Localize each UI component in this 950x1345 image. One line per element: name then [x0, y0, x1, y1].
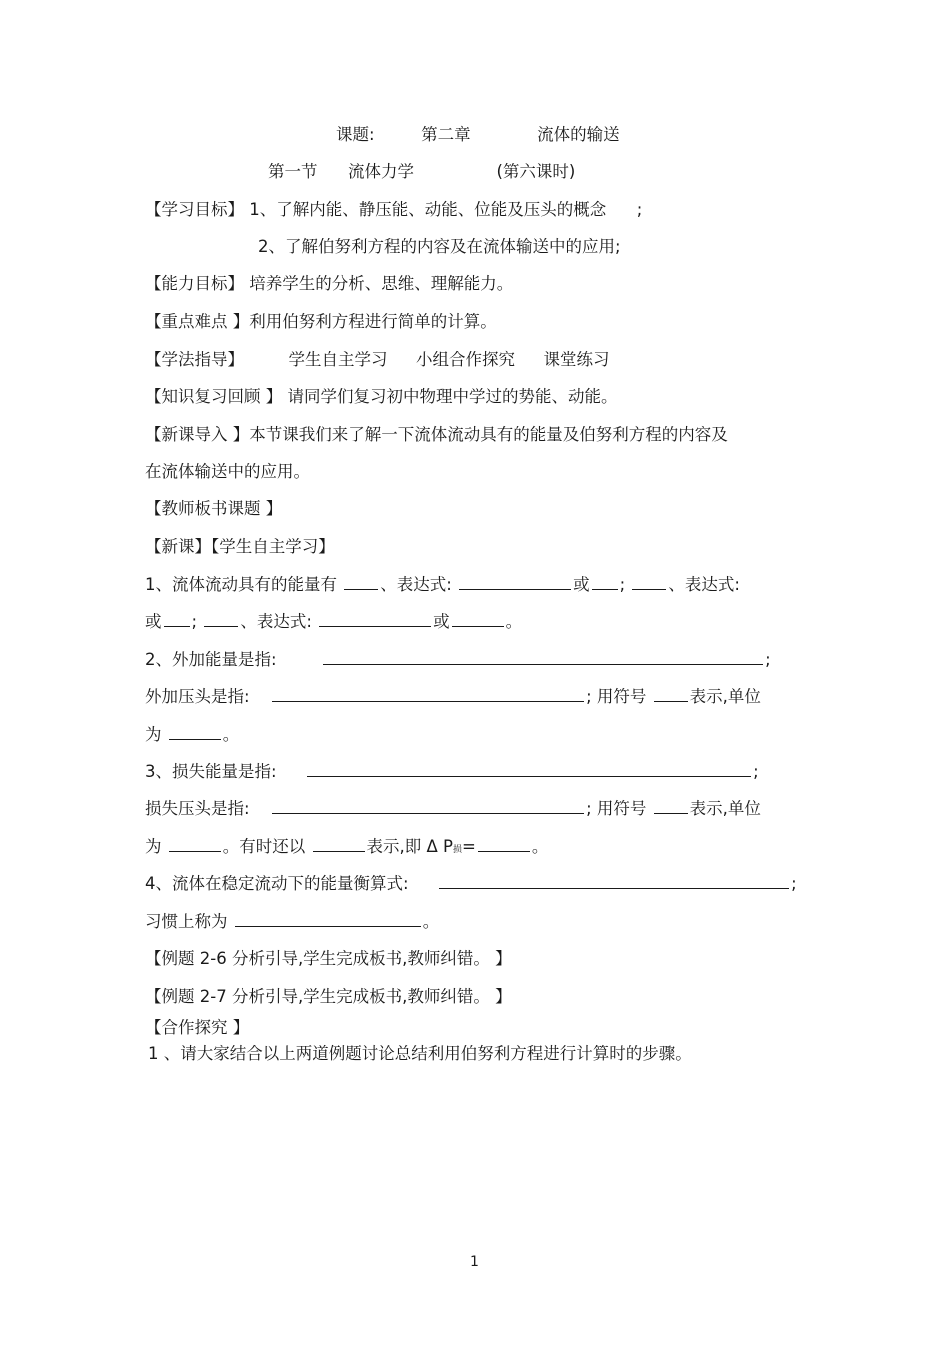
section: 第一节 [268, 162, 318, 181]
fill-blank[interactable] [169, 724, 221, 740]
q1-text-d: 、表达式: [240, 612, 312, 631]
fill-blank[interactable] [272, 798, 584, 814]
wei-text: 为 [145, 837, 162, 856]
fill-blank[interactable] [164, 611, 190, 627]
learning-item-1: 1、了解内能、静压能、动能、位能及压头的概念 [249, 200, 607, 219]
board-text: 【教师板书课题 】 [145, 499, 283, 518]
fill-blank[interactable] [439, 873, 789, 889]
section-title: 流体力学 [348, 162, 414, 181]
unit-text: 表示,单位 [689, 687, 761, 706]
question-2-line-2 [145, 686, 761, 708]
q4-text-a: 4、流体在稳定流动下的能量衡算式: [145, 874, 409, 893]
fill-blank[interactable] [204, 611, 238, 627]
ability-text: 培养学生的分析、思维、理解能力。 [249, 274, 514, 293]
new-lesson-line [145, 536, 335, 558]
fill-blank[interactable] [592, 574, 618, 590]
topic-label: 课题: [336, 125, 375, 144]
semicolon: ; [753, 762, 759, 781]
review-tag: 【知识复习回顾 】 [145, 387, 283, 406]
q3-text-d: 表示,即 Δ P [366, 837, 453, 856]
chapter-title: 流体的输送 [537, 125, 620, 144]
fill-blank[interactable] [272, 686, 584, 702]
wei-text: 为 [145, 725, 162, 744]
example-1: 【例题 2-6 分析引导,学生完成板书,教师纠错。 】 [145, 949, 512, 968]
example-2: 【例题 2-7 分析引导,学生完成板书,教师纠错。 】 [145, 987, 512, 1006]
question-2-line-3 [145, 724, 239, 746]
ability-objective-line [145, 273, 513, 295]
fill-blank[interactable] [654, 798, 688, 814]
fill-blank[interactable] [323, 649, 763, 665]
intro-text-2: 在流体输送中的应用。 [145, 462, 310, 481]
symbol-text: ; 用符号 [586, 799, 647, 818]
q1-text-a: 1、流体流动具有的能量有 [145, 575, 337, 594]
board-line [145, 498, 282, 520]
fill-blank[interactable] [452, 611, 504, 627]
q3-text-b: 损失压头是指: [145, 799, 250, 818]
semicolon: ; [191, 612, 198, 631]
q3-subscript: 损 [452, 845, 462, 855]
fill-blank[interactable] [344, 574, 378, 590]
question-3-line-1 [145, 761, 759, 783]
lesson-label: (第六课时) [496, 162, 576, 181]
question-2-line-1 [145, 649, 771, 671]
intro-line-1 [145, 424, 728, 446]
coop-item-1: 1 、请大家结合以上两道例题讨论总结利用伯努利方程进行计算时的步骤。 [148, 1044, 692, 1063]
learning-objective-line-1 [145, 199, 642, 221]
q2-text-b: 外加压头是指: [145, 687, 250, 706]
coop-tag: 【合作探究 】 [145, 1018, 250, 1037]
example-2-line [145, 986, 512, 1008]
focus-line [145, 311, 497, 333]
q4-text-b: 习惯上称为 [145, 912, 228, 931]
question-4-line-1 [145, 873, 797, 895]
learning-objective-line-2 [258, 236, 621, 258]
new-lesson-text: 【新课】【学生自主学习】 [145, 537, 335, 556]
focus-text: 利用伯努利方程进行简单的计算。 [249, 312, 497, 331]
chapter: 第二章 [421, 125, 471, 144]
method-tag: 【学法指导】 [145, 350, 244, 369]
page-number: 1 [470, 1254, 479, 1270]
ability-tag: 【能力目标】 [145, 274, 244, 293]
question-3-line-3 [145, 836, 548, 861]
learning-item-1-end: ; [636, 200, 643, 219]
review-line [145, 386, 618, 408]
or-text: 或 [145, 612, 162, 631]
coop-item-1-line [148, 1043, 692, 1065]
fill-blank[interactable] [632, 574, 666, 590]
or-text: 或 [573, 575, 590, 594]
learning-tag: 【学习目标】 [145, 200, 244, 219]
period: 。 [222, 725, 240, 744]
method-2: 小组合作探究 [416, 350, 515, 369]
question-3-line-2 [145, 798, 761, 820]
q3-text-a: 3、损失能量是指: [145, 762, 277, 781]
equals: = [462, 837, 476, 856]
semicolon: ; [791, 874, 797, 893]
fill-blank[interactable] [319, 611, 431, 627]
question-1-line-1 [145, 574, 740, 596]
subtitle-line [268, 161, 575, 183]
semicolon: ; [619, 575, 626, 594]
example-1-line [145, 948, 512, 970]
fill-blank[interactable] [235, 911, 421, 927]
q1-text-c: 、表达式: [668, 575, 740, 594]
semicolon: ; [765, 650, 771, 669]
review-text: 请同学们复习初中物理中学过的势能、动能。 [287, 387, 618, 406]
q1-text-b: 、表达式: [380, 575, 452, 594]
fill-blank[interactable] [169, 836, 221, 852]
intro-text-1: 本节课我们来了解一下流体流动具有的能量及伯努利方程的内容及 [249, 425, 728, 444]
question-4-line-2 [145, 911, 439, 933]
method-line [145, 349, 610, 371]
fill-blank[interactable] [459, 574, 571, 590]
title-line [336, 124, 620, 146]
fill-blank[interactable] [654, 686, 688, 702]
q3-text-c: 。有时还以 [222, 837, 306, 856]
period: 。 [505, 612, 523, 631]
symbol-text: ; 用符号 [586, 687, 647, 706]
intro-tag: 【新课导入 】 [145, 425, 250, 444]
unit-text: 表示,单位 [689, 799, 761, 818]
method-1: 学生自主学习 [288, 350, 388, 369]
question-1-line-2 [145, 611, 522, 633]
coop-heading-line [145, 1017, 249, 1039]
focus-tag: 【重点难点 】 [145, 312, 250, 331]
or-text: 或 [433, 612, 450, 631]
fill-blank[interactable] [478, 836, 530, 852]
method-3: 课堂练习 [543, 350, 610, 369]
fill-blank[interactable] [313, 836, 365, 852]
period: 。 [422, 912, 440, 931]
intro-line-2 [145, 461, 310, 483]
q2-text-a: 2、外加能量是指: [145, 650, 277, 669]
period: 。 [531, 837, 549, 856]
learning-item-2: 2、了解伯努利方程的内容及在流体输送中的应用; [258, 237, 621, 256]
fill-blank[interactable] [307, 761, 751, 777]
